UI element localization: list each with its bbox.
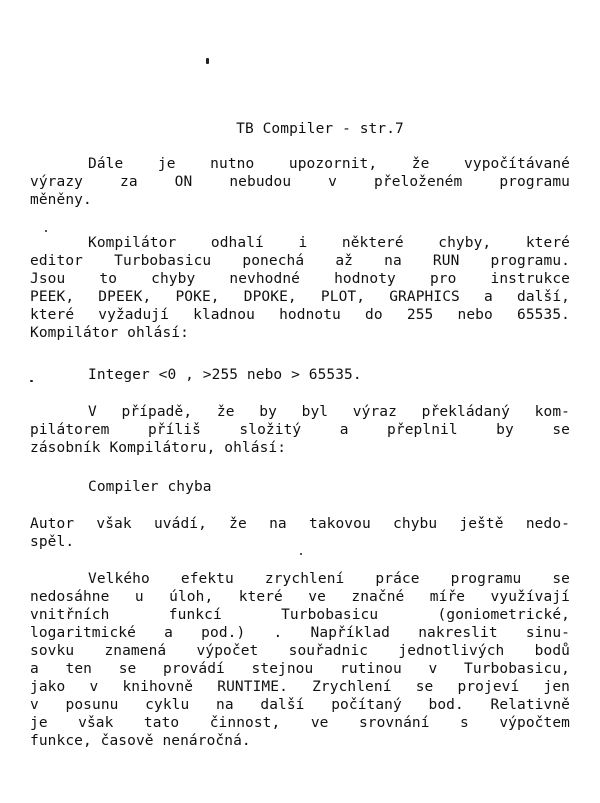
scan-speck: [206, 58, 209, 64]
error-example: Integer <0 , >255 nebo > 65535.: [88, 367, 362, 383]
scan-speck: [30, 380, 33, 382]
paragraph-line: nedosáhne u úloh, které ve značné míře využívají: [30, 589, 570, 605]
paragraph-line: zásobník Kompilátoru, ohlásí:: [30, 440, 287, 456]
paragraph-line: vnitřních funkcí Turbobasicu (goniometrické,: [30, 607, 570, 623]
paragraph-line: logaritmické a pod.) . Například nakreslit sinu-: [30, 625, 570, 641]
error-example: Compiler chyba: [88, 479, 212, 495]
paragraph-line: sovku znamená výpočet souřadnic jednotlivých bodů: [30, 643, 570, 659]
page-title: TB Compiler - str.7: [236, 121, 404, 137]
paragraph-line: Autor však uvádí, že na takovou chybu ještě nedo-: [30, 516, 570, 532]
paragraph-line: PEEK, DPEEK, POKE, DPOKE, PLOT, GRAPHICS a další,: [30, 289, 570, 305]
paragraph-line: Jsou to chyby nevhodné hodnoty pro instrukce: [30, 271, 570, 287]
paragraph-line: Velkého efektu zrychlení práce programu se: [88, 571, 570, 587]
paragraph-line: které vyžadují kladnou hodnotu do 255 nebo 65535.: [30, 307, 570, 323]
paragraph-line: editor Turbobasicu ponechá až na RUN programu.: [30, 253, 570, 269]
paragraph-line: Dále je nutno upozornit, že vypočítávané: [88, 156, 570, 172]
paragraph-line: měněny.: [30, 192, 92, 208]
paragraph-line: jako v knihovně RUNTIME. Zrychlení se projeví jen: [30, 679, 570, 695]
paragraph-line: Kompilátor ohlásí:: [30, 325, 189, 341]
scan-speck: [300, 553, 302, 555]
scan-speck: [45, 230, 47, 232]
paragraph-line: a ten se provádí stejnou rutinou v Turbobasicu,: [30, 661, 570, 677]
paragraph-line: V případě, že by byl výraz překládaný kom-: [88, 404, 570, 420]
paragraph-line: pilátorem příliš složitý a přeplnil by se: [30, 422, 570, 438]
paragraph-line: je však tato činnost, ve srovnání s výpočtem: [30, 715, 570, 731]
paragraph-line: spěl.: [30, 534, 75, 550]
paragraph-line: funkce, časově nenáročná.: [30, 733, 251, 749]
paragraph-line: výrazy za ON nebudou v přeloženém programu: [30, 174, 570, 190]
paragraph-line: Kompilátor odhalí i některé chyby, které: [88, 235, 570, 251]
paragraph-line: v posunu cyklu na další počítaný bod. Relativně: [30, 697, 570, 713]
